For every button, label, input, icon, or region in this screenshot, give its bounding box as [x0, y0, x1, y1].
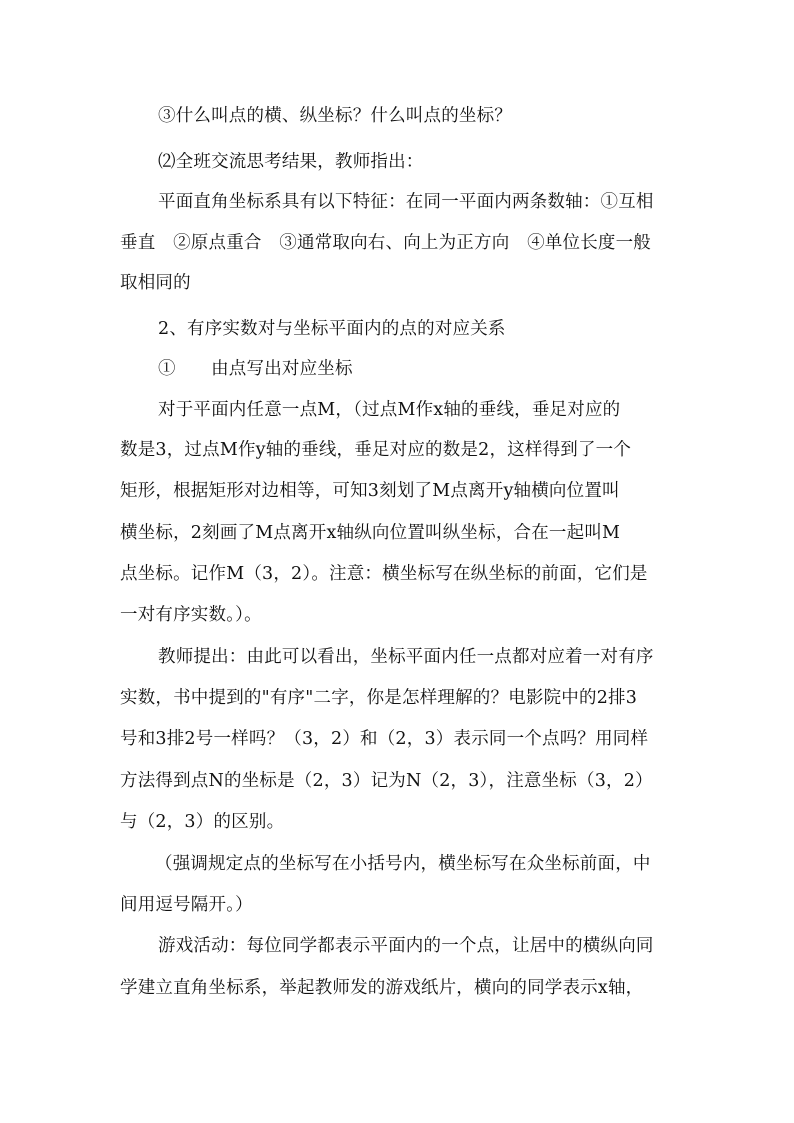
text-line: 横坐标，2刻画了M点离开x轴纵向位置叫纵坐标，合在一起叫M [120, 523, 621, 543]
text-line: 方法得到点N的坐标是（2，3）记为N（2，3），注意坐标（3，2） [120, 771, 653, 791]
text-line: 实数，书中提到的"有序"二字，你是怎样理解的？电影院中的2排3 [120, 688, 638, 708]
text-line: 平面直角坐标系具有以下特征：在同一平面内两条数轴：①互相 [158, 192, 654, 212]
text-line: 对于平面内任意一点M，（过点M作x轴的垂线，垂足对应的 [158, 400, 621, 420]
text-line: 点坐标。记作M（3，2）。注意：横坐标写在纵坐标的前面，它们是 [120, 564, 648, 584]
text-line: （强调规定点的坐标写在小括号内，横坐标写在众坐标前面，中 [155, 854, 651, 874]
text-line: 垂直 ②原点重合 ③通常取向右、向上为正方向 ④单位长度一般 [120, 233, 651, 253]
text-line: 学建立直角坐标系，举起教师发的游戏纸片，横向的同学表示x轴， [120, 978, 644, 998]
text-line: 间用逗号隔开。） [120, 895, 253, 915]
text-line: 一对有序实数。）。 [120, 605, 262, 625]
text-line: 数是3，过点M作y轴的垂线，垂足对应的数是2，这样得到了一个 [120, 440, 632, 460]
section-heading: 2、有序实数对与坐标平面内的点的对应关系 [158, 319, 506, 339]
text-line: 取相同的 [120, 273, 191, 293]
text-line: 矩形，根据矩形对边相等，可知3刻划了M点离开y轴横向位置叫 [120, 481, 620, 501]
text-line: 与（2，3）的区别。 [120, 812, 285, 832]
subsection-heading: ① 由点写出对应坐标 [158, 359, 353, 379]
text-line: 号和3排2号一样吗？（3，2）和（2，3）表示同一个点吗？用同样 [120, 729, 649, 749]
text-line: ③什么叫点的横、纵坐标？什么叫点的坐标？ [158, 106, 512, 126]
text-line: ⑵全班交流思考结果，教师指出： [158, 152, 424, 172]
text-line: 教师提出：由此可以看出，坐标平面内任一点都对应着一对有序 [158, 647, 654, 667]
text-line: 游戏活动：每位同学都表示平面内的一个点，让居中的横纵向同 [158, 936, 654, 956]
